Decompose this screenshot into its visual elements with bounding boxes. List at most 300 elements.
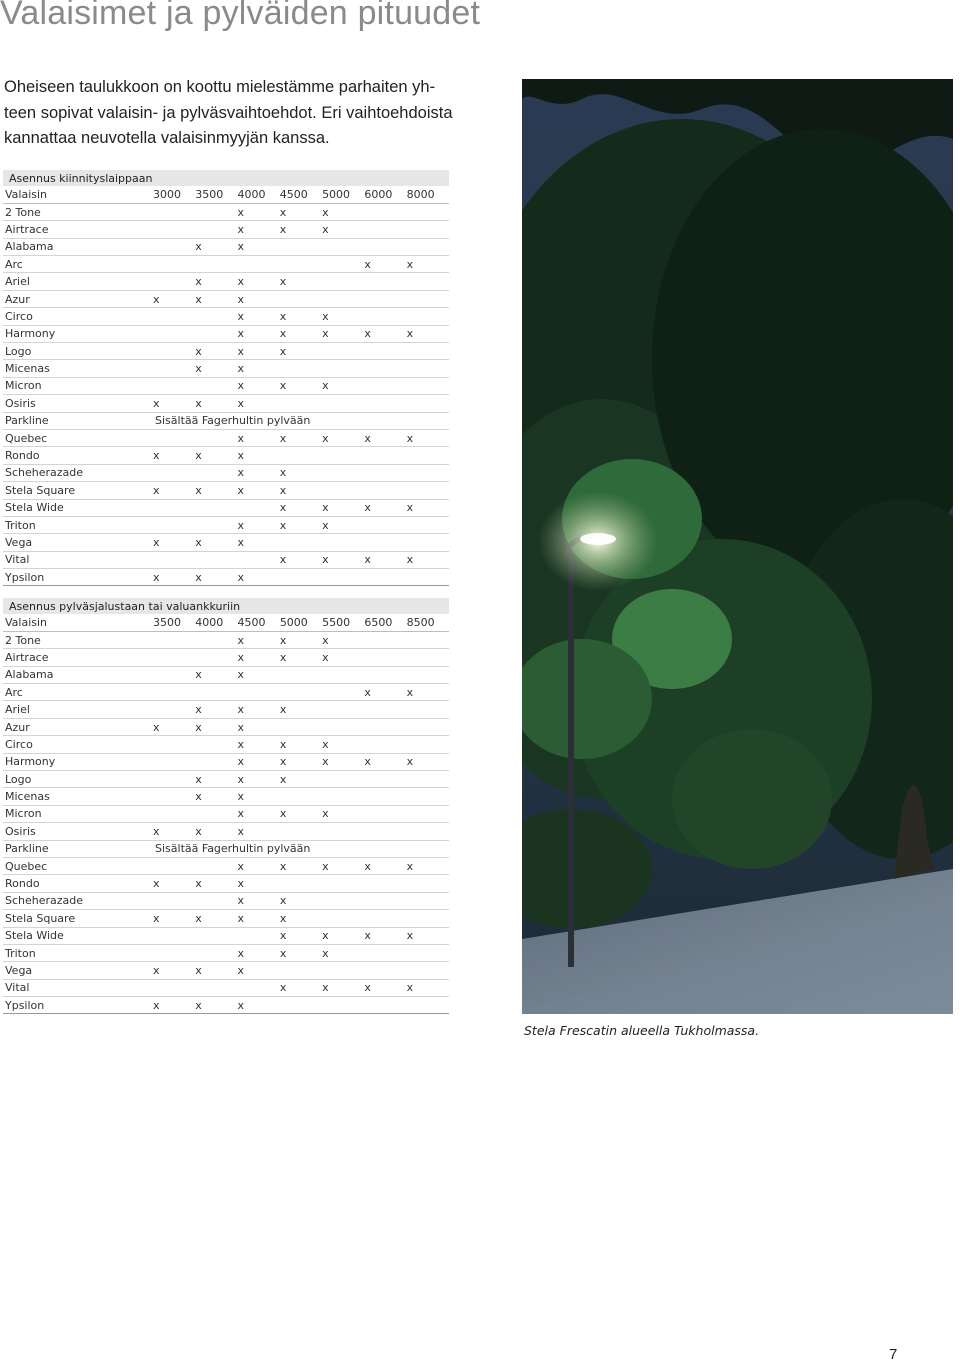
luminaire-name: Circo [3,736,153,753]
compatibility-mark [364,962,406,979]
compatibility-mark [153,464,195,481]
table-row [3,569,449,586]
column-header-height: 5500 [322,614,364,631]
compatibility-mark [195,736,237,753]
luminaire-name: Vega [3,962,153,979]
compatibility-mark [280,718,322,735]
intro-paragraph [4,75,474,152]
compatibility-mark: x [364,499,406,516]
row-note: Sisältää Fagerhultin pylvään [153,412,449,429]
street-lamp-photo-illustration [522,79,953,1014]
compatibility-mark [280,447,322,464]
compatibility-mark [280,823,322,840]
compatibility-mark: x [238,857,280,874]
luminaire-name: Azur [3,290,153,307]
compatibility-mark [407,788,449,805]
compatibility-mark: x [238,395,280,412]
compatibility-mark: x [238,910,280,927]
compatibility-mark [364,377,406,394]
compatibility-mark: x [153,482,195,499]
luminaire-name: Ypsilon [3,569,153,586]
compatibility-mark [322,273,364,290]
column-header-height: 8000 [407,186,449,203]
column-header-height: 8500 [407,614,449,631]
compatibility-mark: x [153,875,195,892]
compatibility-mark [153,256,195,273]
compatibility-mark [407,718,449,735]
column-header-height: 3500 [153,614,195,631]
compatibility-mark [238,979,280,996]
column-header-height: 6500 [364,614,406,631]
compatibility-mark: x [238,290,280,307]
column-header-luminaire: Valaisin [3,614,153,631]
compatibility-mark: x [238,631,280,648]
compatibility-mark [153,805,195,822]
compatibility-mark [364,805,406,822]
compatibility-mark [407,892,449,909]
luminaire-name: Osiris [3,395,153,412]
compatibility-mark: x [238,771,280,788]
compatibility-mark [280,360,322,377]
luminaire-name: Rondo [3,447,153,464]
compatibility-mark [364,649,406,666]
compatibility-mark [407,875,449,892]
luminaire-name: Micenas [3,788,153,805]
compatibility-mark [364,944,406,961]
compatibility-mark: x [280,464,322,481]
compatibility-mark [407,805,449,822]
compatibility-mark: x [195,482,237,499]
compatibility-mark: x [407,429,449,446]
luminaire-name: Micron [3,377,153,394]
compatibility-mark: x [407,551,449,568]
compatibility-mark [153,499,195,516]
compatibility-mark [364,516,406,533]
compatibility-mark: x [280,771,322,788]
compatibility-mark [407,944,449,961]
compatibility-mark: x [238,203,280,220]
compatibility-mark [238,684,280,701]
compatibility-mark: x [280,499,322,516]
luminaire-name: Vital [3,551,153,568]
compatibility-mark: x [195,788,237,805]
compatibility-mark: x [407,325,449,342]
compatibility-mark: x [364,979,406,996]
compatibility-mark [407,238,449,255]
compatibility-mark [153,273,195,290]
table-row [3,516,449,533]
compatibility-mark [238,551,280,568]
compatibility-mark: x [280,516,322,533]
compatibility-mark: x [195,569,237,586]
compatibility-mark: x [407,979,449,996]
compatibility-mark: x [195,290,237,307]
compatibility-mark [238,256,280,273]
column-header-height: 5000 [280,614,322,631]
compatibility-mark: x [238,823,280,840]
table-header-row [3,186,449,203]
compatibility-mark: x [407,927,449,944]
compatibility-mark [153,666,195,683]
compatibility-mark: x [238,429,280,446]
compatibility-mark: x [238,944,280,961]
compatibility-mark [238,499,280,516]
compatibility-mark: x [195,343,237,360]
column-header-height: 4500 [238,614,280,631]
compatibility-mark: x [280,551,322,568]
compatibility-mark: x [280,221,322,238]
compatibility-mark [407,631,449,648]
compatibility-mark [322,395,364,412]
compatibility-mark: x [238,997,280,1014]
table-row [3,718,449,735]
compatibility-mark [153,377,195,394]
compatibility-mark: x [238,875,280,892]
compatibility-mark [153,788,195,805]
compatibility-mark [195,499,237,516]
compatibility-mark: x [322,325,364,342]
compatibility-mark [322,360,364,377]
compatibility-mark: x [195,273,237,290]
table-row [3,395,449,412]
compatibility-mark [407,290,449,307]
compatibility-mark [153,325,195,342]
table-row [3,736,449,753]
luminaire-name: Harmony [3,325,153,342]
compatibility-mark [195,429,237,446]
compatibility-mark [195,516,237,533]
table-row [3,927,449,944]
compatibility-mark [364,343,406,360]
compatibility-mark [195,551,237,568]
compatibility-mark: x [322,631,364,648]
compatibility-mark: x [195,360,237,377]
compatibility-mark: x [280,753,322,770]
compatibility-mark: x [195,666,237,683]
compatibility-mark: x [322,499,364,516]
compatibility-mark: x [153,534,195,551]
compatibility-mark: x [407,499,449,516]
compatibility-mark [364,273,406,290]
compatibility-mark: x [322,429,364,446]
compatibility-mark [322,892,364,909]
compatibility-mark: x [238,360,280,377]
compatibility-mark: x [322,649,364,666]
compatibility-mark [364,290,406,307]
compatibility-mark [364,569,406,586]
compatibility-mark [407,823,449,840]
table-row [3,840,449,857]
compatibility-mark: x [153,447,195,464]
compatibility-mark [407,649,449,666]
compatibility-mark [195,649,237,666]
luminaire-name: Osiris [3,823,153,840]
compatibility-mark: x [280,736,322,753]
compatibility-mark: x [238,273,280,290]
table-row [3,256,449,273]
compatibility-mark [153,429,195,446]
compatibility-mark [322,343,364,360]
compatibility-mark: x [322,944,364,961]
luminaire-name: Alabama [3,238,153,255]
compatibility-mark [195,892,237,909]
table-row [3,290,449,307]
compatibility-mark: x [280,701,322,718]
compatibility-mark: x [280,910,322,927]
compatibility-mark [407,736,449,753]
compatibility-mark: x [322,516,364,533]
luminaire-name: Airtrace [3,649,153,666]
compatibility-mark: x [238,892,280,909]
compatibility-mark: x [153,997,195,1014]
column-header-height: 4000 [238,186,280,203]
compatibility-mark [195,203,237,220]
table-row [3,325,449,342]
compatibility-mark: x [364,325,406,342]
compatibility-mark [195,464,237,481]
compatibility-mark [364,447,406,464]
compatibility-mark: x [322,805,364,822]
compatibility-mark [195,753,237,770]
compatibility-mark [322,875,364,892]
table-row [3,771,449,788]
compatibility-mark [322,256,364,273]
compatibility-mark [407,221,449,238]
compatibility-mark [322,290,364,307]
compatibility-mark [195,979,237,996]
luminaire-name: Airtrace [3,221,153,238]
compatibility-mark [364,875,406,892]
table-section-title: Asennus pylväsjalustaan tai valuankkuriin [3,598,449,614]
compatibility-mark [280,569,322,586]
row-note: Sisältää Fagerhultin pylvään [153,840,449,857]
compatibility-mark [322,910,364,927]
compatibility-mark [153,516,195,533]
compatibility-mark: x [238,238,280,255]
compatibility-mark [364,534,406,551]
compatibility-mark [407,482,449,499]
compatibility-mark: x [407,256,449,273]
page-title: Valaisimet ja pylväiden pituudet [0,0,481,32]
compatibility-mark [364,823,406,840]
compatibility-mark [322,447,364,464]
compatibility-mark [280,997,322,1014]
compatibility-mark [280,534,322,551]
compatibility-mark [407,701,449,718]
table-row [3,910,449,927]
compatibility-mark: x [195,962,237,979]
table-row [3,464,449,481]
compatibility-mark: x [238,447,280,464]
compatibility-mark: x [238,666,280,683]
table-row [3,701,449,718]
compatibility-mark [280,395,322,412]
compatibility-mark: x [238,343,280,360]
compatibility-mark [153,736,195,753]
compatibility-mark [153,551,195,568]
compatibility-mark [364,910,406,927]
compatibility-mark: x [238,377,280,394]
street-lamp-photo [522,79,953,1014]
compatibility-mark [364,997,406,1014]
column-header-height: 4500 [280,186,322,203]
compatibility-mark [153,944,195,961]
compatibility-mark: x [322,736,364,753]
compatibility-mark: x [280,805,322,822]
compatibility-mark [322,569,364,586]
table-row [3,666,449,683]
luminaire-name: Circo [3,308,153,325]
compatibility-mark [364,308,406,325]
compatibility-mark: x [238,325,280,342]
compatibility-mark [153,753,195,770]
compatibility-mark [153,631,195,648]
luminaire-name: Vital [3,979,153,996]
compatibility-mark: x [364,857,406,874]
pole-base-table [3,598,449,1014]
compatibility-mark: x [153,718,195,735]
compatibility-mark [322,788,364,805]
compatibility-mark: x [280,273,322,290]
compatibility-mark: x [280,979,322,996]
compatibility-mark: x [195,718,237,735]
compatibility-mark [195,857,237,874]
table-row [3,203,449,220]
compatibility-mark: x [238,701,280,718]
luminaire-name: Azur [3,718,153,735]
compatibility-mark: x [238,962,280,979]
compatibility-mark [364,771,406,788]
compatibility-mark: x [153,290,195,307]
compatibility-mark: x [238,516,280,533]
compatibility-mark: x [195,701,237,718]
intro-line: Oheiseen taulukkoon on koottu mielestämme parhaiten yh- [4,78,436,96]
column-header-height: 4000 [195,614,237,631]
compatibility-mark: x [238,308,280,325]
compatibility-mark [322,701,364,718]
compatibility-mark [322,684,364,701]
compatibility-mark: x [280,944,322,961]
compatibility-mark [195,631,237,648]
mounting-flange-table [3,170,449,586]
compatibility-mark [195,684,237,701]
compatibility-mark: x [238,534,280,551]
compatibility-mark [364,360,406,377]
luminaire-name: Stela Square [3,482,153,499]
compatibility-mark [322,962,364,979]
compatibility-mark [322,771,364,788]
luminaire-name: Logo [3,343,153,360]
luminaire-name: Parkline [3,412,153,429]
table-row [3,447,449,464]
table-row [3,649,449,666]
compatibility-mark [364,482,406,499]
table-row [3,962,449,979]
compatibility-mark [364,718,406,735]
compatibility-mark [322,482,364,499]
compatibility-mark [364,238,406,255]
table-row [3,551,449,568]
compatibility-mark: x [364,753,406,770]
table-row [3,360,449,377]
compatibility-mark [407,666,449,683]
luminaire-name: Arc [3,256,153,273]
compatibility-mark: x [280,203,322,220]
compatibility-mark [280,256,322,273]
compatibility-mark [407,308,449,325]
compatibility-mark [322,464,364,481]
compatibility-mark: x [195,395,237,412]
compatibility-mark: x [407,753,449,770]
table-row [3,875,449,892]
table-row [3,534,449,551]
table-row [3,377,449,394]
compatibility-mark: x [195,875,237,892]
luminaire-name: 2 Tone [3,203,153,220]
compatibility-mark: x [238,482,280,499]
compatibility-mark: x [238,736,280,753]
luminaire-name: Ariel [3,273,153,290]
luminaire-name: Scheherazade [3,892,153,909]
compatibility-mark [153,649,195,666]
table-row [3,979,449,996]
luminaire-name: Stela Wide [3,499,153,516]
compatibility-mark: x [238,788,280,805]
compatibility-mark: x [322,857,364,874]
table-row [3,482,449,499]
table-row [3,429,449,446]
luminaire-name: Logo [3,771,153,788]
compatibility-mark [364,395,406,412]
compatibility-mark [407,516,449,533]
compatibility-mark: x [364,684,406,701]
compatibility-mark: x [364,256,406,273]
compatibility-mark [195,325,237,342]
compatibility-mark [195,805,237,822]
table-row [3,684,449,701]
compatibility-mark [407,534,449,551]
compatibility-mark [195,256,237,273]
compatibility-mark: x [280,429,322,446]
luminaire-name: Parkline [3,840,153,857]
compatibility-mark [153,927,195,944]
compatibility-mark [322,238,364,255]
compatibility-mark [195,927,237,944]
luminaire-name: Triton [3,516,153,533]
compatibility-mark [280,238,322,255]
luminaire-name: Micron [3,805,153,822]
table-row [3,412,449,429]
compatibility-mark: x [322,377,364,394]
compatibility-mark [407,962,449,979]
compatibility-mark: x [195,447,237,464]
luminaire-name: 2 Tone [3,631,153,648]
compatibility-mark [195,221,237,238]
luminaire-name: Ariel [3,701,153,718]
compatibility-mark [407,771,449,788]
column-header-height: 3000 [153,186,195,203]
compatibility-mark [153,771,195,788]
table-row [3,857,449,874]
compatibility-mark [407,910,449,927]
compatibility-mark [153,892,195,909]
table-row [3,273,449,290]
luminaire-name: Harmony [3,753,153,770]
compatibility-mark [407,343,449,360]
compatibility-mark [153,203,195,220]
compatibility-mark: x [280,857,322,874]
compatibility-mark: x [195,823,237,840]
